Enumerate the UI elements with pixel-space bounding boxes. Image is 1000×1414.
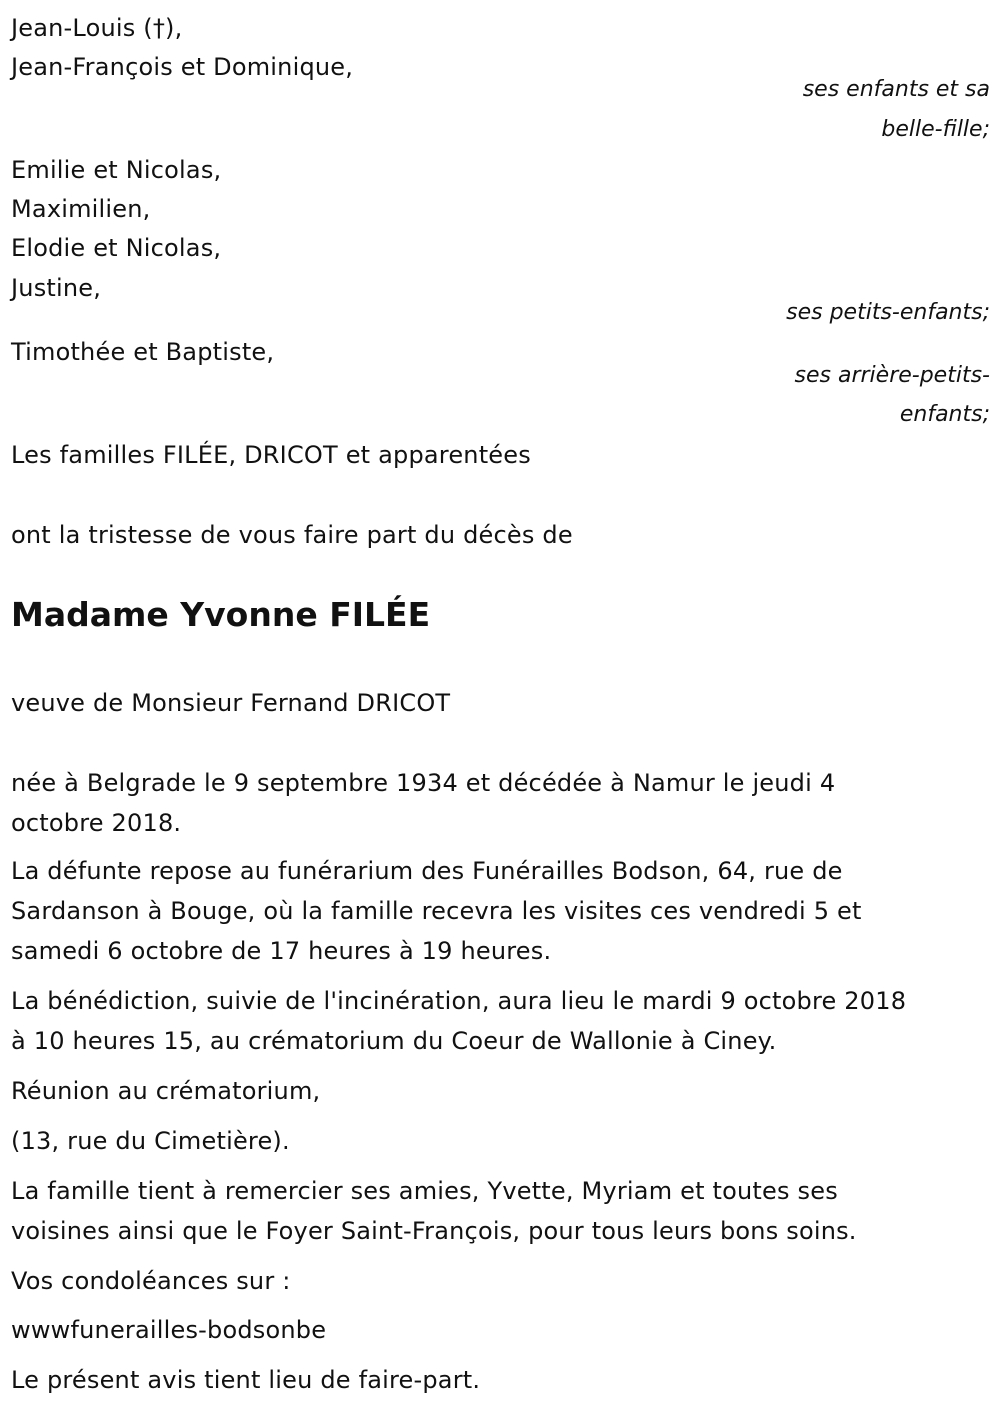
widow-of: veuve de Monsieur Fernand DRICOT bbox=[11, 689, 451, 717]
paragraph-line: octobre 2018. bbox=[11, 809, 182, 837]
paragraph-line: Le présent avis tient lieu de faire-part. bbox=[11, 1366, 481, 1394]
paragraph-line: Vos condoléances sur : bbox=[11, 1267, 291, 1295]
paragraph-line: La défunte repose au funérarium des Funérailles Bodson, 64, rue de bbox=[11, 857, 843, 885]
paragraph-line: La bénédiction, suivie de l'incinération, aura lieu le mardi 9 octobre 2018 bbox=[11, 987, 907, 1015]
paragraph-line: née à Belgrade le 9 septembre 1934 et décédée à Namur le jeudi 4 bbox=[11, 769, 836, 797]
relation-label: belle-fille; bbox=[881, 117, 990, 142]
paragraph-line: Réunion au crématorium, bbox=[11, 1077, 321, 1105]
grandchild-line: Justine, bbox=[11, 274, 102, 302]
child-line: Jean-Louis (†), bbox=[11, 14, 183, 42]
child-line: Jean-François et Dominique, bbox=[11, 53, 354, 81]
grandchild-line: Maximilien, bbox=[11, 195, 151, 223]
paragraph-line: à 10 heures 15, au crématorium du Coeur de Wallonie à Ciney. bbox=[11, 1027, 777, 1055]
paragraph-line: (13, rue du Cimetière). bbox=[11, 1127, 290, 1155]
condolences-website: wwwfunerailles-bodsonbe bbox=[11, 1316, 327, 1344]
great-grandchild-line: Timothée et Baptiste, bbox=[11, 338, 275, 366]
grandchild-line: Emilie et Nicolas, bbox=[11, 156, 222, 184]
relation-label: ses enfants et sa bbox=[802, 77, 990, 102]
paragraph-line: voisines ainsi que le Foyer Saint-François, pour tous leurs bons soins. bbox=[11, 1217, 857, 1245]
grandchild-line: Elodie et Nicolas, bbox=[11, 234, 222, 262]
paragraph-line: samedi 6 octobre de 17 heures à 19 heures. bbox=[11, 937, 552, 965]
announcement: ont la tristesse de vous faire part du décès de bbox=[11, 521, 573, 549]
deceased-name: Madame Yvonne FILÉE bbox=[11, 595, 431, 634]
relation-label: ses petits-enfants; bbox=[786, 300, 990, 325]
relation-label: enfants; bbox=[899, 402, 990, 427]
families: Les familles FILÉE, DRICOT et apparentées bbox=[11, 441, 531, 469]
paragraph-line: Sardanson à Bouge, où la famille recevra les visites ces vendredi 5 et bbox=[11, 897, 862, 925]
relation-label: ses arrière-petits- bbox=[794, 363, 990, 388]
paragraph-line: La famille tient à remercier ses amies, Yvette, Myriam et toutes ses bbox=[11, 1177, 838, 1205]
